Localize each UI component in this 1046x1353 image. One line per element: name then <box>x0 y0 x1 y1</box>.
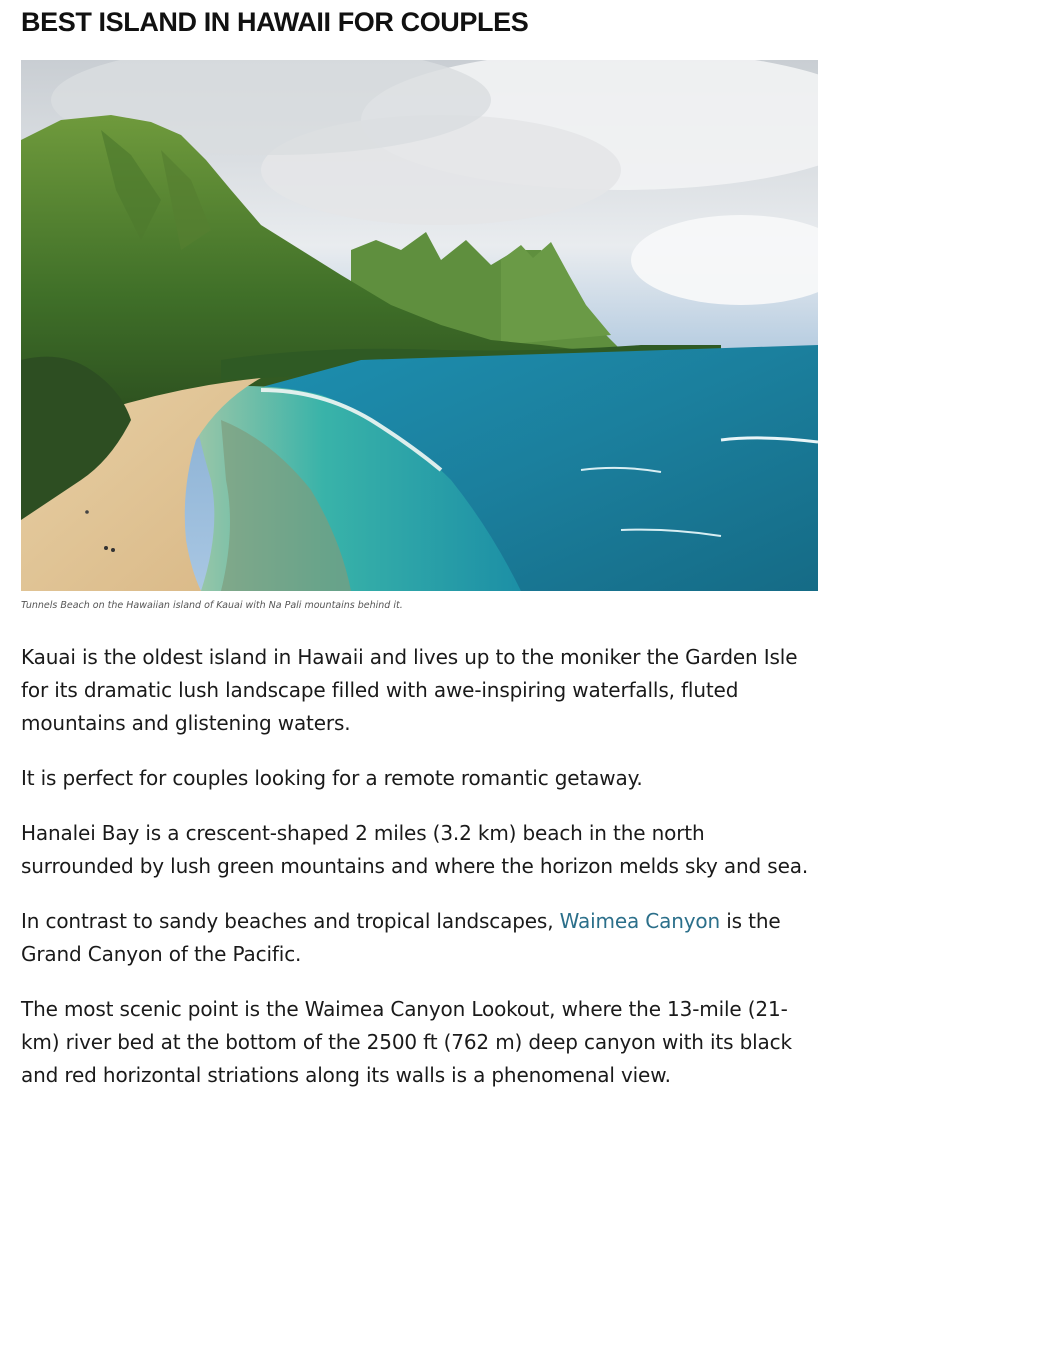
waimea-canyon-link[interactable]: Waimea Canyon <box>559 909 721 933</box>
article-photo <box>21 60 818 591</box>
photo-caption: Tunnels Beach on the Hawaiian island of Kauai with Na Pali mountains behind it. <box>21 600 403 611</box>
paragraph-waimea-text-before: In contrast to sandy beaches and tropical landscapes, <box>21 909 560 933</box>
paragraph-romantic-getaway: It is perfect for couples looking for a remote romantic getaway. <box>21 766 643 790</box>
article-body <box>21 641 818 1092</box>
article <box>21 0 818 1114</box>
paragraph-canyon-lookout: The most scenic point is the Waimea Canyon Lookout, where the 13-mile (21-km) river bed at the bottom of the 2500 ft (762 m) deep canyon with its black and red horizontal striations along its walls is a phenomenal view. <box>21 997 792 1087</box>
paragraph-hanalei-bay: Hanalei Bay is a crescent-shaped 2 miles (3.2 km) beach in the north surrounded by lush green mountains and where the horizon melds sky and sea. <box>21 821 809 878</box>
paragraph-waimea-text-after: is the Grand Canyon of the Pacific. <box>21 909 781 966</box>
paragraph-oldest-island: Kauai is the oldest island in Hawaii and lives up to the moniker the Garden Isle for its dramatic lush landscape filled with awe-inspiring waterfalls, fluted mountains and glistening waters. <box>21 645 798 735</box>
paragraph-waimea-canyon <box>21 905 818 971</box>
beach-photo-illustration <box>21 60 818 591</box>
page-title: BEST ISLAND IN HAWAII FOR COUPLES <box>21 7 529 37</box>
